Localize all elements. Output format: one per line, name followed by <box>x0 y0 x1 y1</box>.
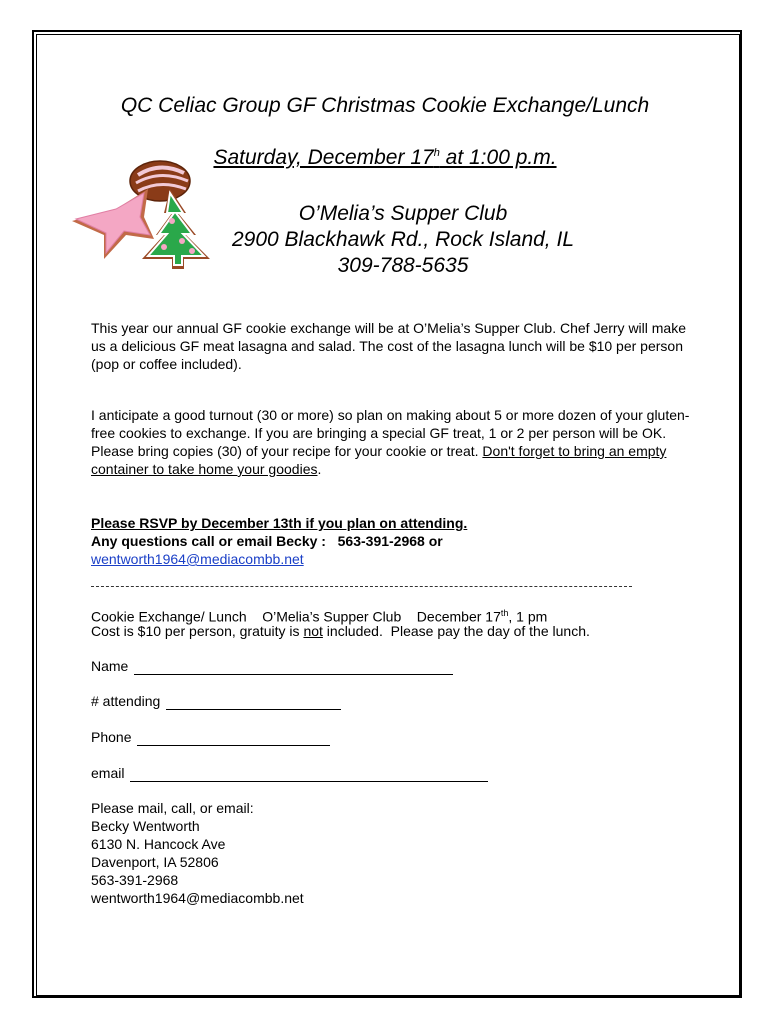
form-summary-suffix: , 1 pm <box>508 608 548 625</box>
date-suffix: at 1:00 p.m. <box>439 146 557 169</box>
flyer-title: QC Celiac Group GF Christmas Cookie Exchange/Lunch <box>120 94 650 117</box>
turnout-paragraph <box>91 406 691 478</box>
email-label: email <box>91 765 125 781</box>
questions-line: Any questions call or email Becky : 563-391-2968 or <box>91 533 443 549</box>
star-cookie <box>72 189 154 259</box>
mail-heading: Please mail, call, or email: <box>91 800 254 816</box>
form-cost <box>91 622 590 640</box>
turnout-text: I anticipate a good turnout (30 or more) so plan on making about 5 or more dozen of your gluten-free cookies to exchange. If you are bringing a special GF treat, 1 or 2 per person will be OK. Please bring copies (30) of your recipe for your cookie or treat. <box>91 407 690 459</box>
attending-label: # attending <box>91 693 161 709</box>
mail-street: 6130 N. Hancock Ave <box>91 836 226 852</box>
venue-phone: 309-788-5635 <box>337 254 469 277</box>
phone-label: Phone <box>91 729 132 745</box>
email-field <box>91 764 488 782</box>
cost-not: not <box>303 623 323 639</box>
attending-field <box>91 692 341 710</box>
name-label: Name <box>91 658 129 674</box>
intro-paragraph <box>91 319 691 373</box>
mail-city: Davenport, IA 52806 <box>91 854 219 870</box>
intro-text: This year our annual GF cookie exchange will be at O’Melia’s Supper Club. Chef Jerry will make us a delicious GF meat lasagna and salad. The cost of the lasagna lunch will be $10 per person (pop or coffee included). <box>91 320 687 372</box>
container-period: . <box>317 461 322 477</box>
date-prefix: Saturday, December 17 <box>213 146 434 169</box>
cut-line-divider <box>91 586 632 587</box>
email-blank[interactable] <box>130 767 488 782</box>
rsvp-line <box>91 514 467 532</box>
venue-name: O’Melia’s Supper Club <box>298 202 508 225</box>
name-field <box>91 657 453 675</box>
form-summary-prefix: Cookie Exchange/ Lunch O’Melia’s Supper Club December 17 <box>91 608 501 625</box>
phone-field <box>91 728 330 746</box>
contact-email-link[interactable]: wentworth1964@mediacombb.net <box>91 551 304 567</box>
phone-blank[interactable] <box>137 731 330 746</box>
attending-blank[interactable] <box>166 695 341 710</box>
cost-prefix: Cost is $10 per person, gratuity is <box>91 623 304 639</box>
cost-suffix: included. Please pay the day of the lunch. <box>322 623 590 639</box>
name-blank[interactable] <box>134 660 453 675</box>
mail-name: Becky Wentworth <box>91 818 200 834</box>
form-summary-sup: th <box>500 608 509 618</box>
rsvp-text: Please RSVP by December 13th if you plan on attending. <box>91 515 468 531</box>
venue-address: 2900 Blackhawk Rd., Rock Island, IL <box>231 228 574 251</box>
date-superscript: h <box>433 147 440 159</box>
mailing-address-block <box>91 799 304 907</box>
container-reminder: Don't forget to bring an empty container to take home your goodies <box>91 443 667 477</box>
mail-email: wentworth1964@mediacombb.net <box>91 890 304 906</box>
mail-phone: 563-391-2968 <box>91 872 179 888</box>
